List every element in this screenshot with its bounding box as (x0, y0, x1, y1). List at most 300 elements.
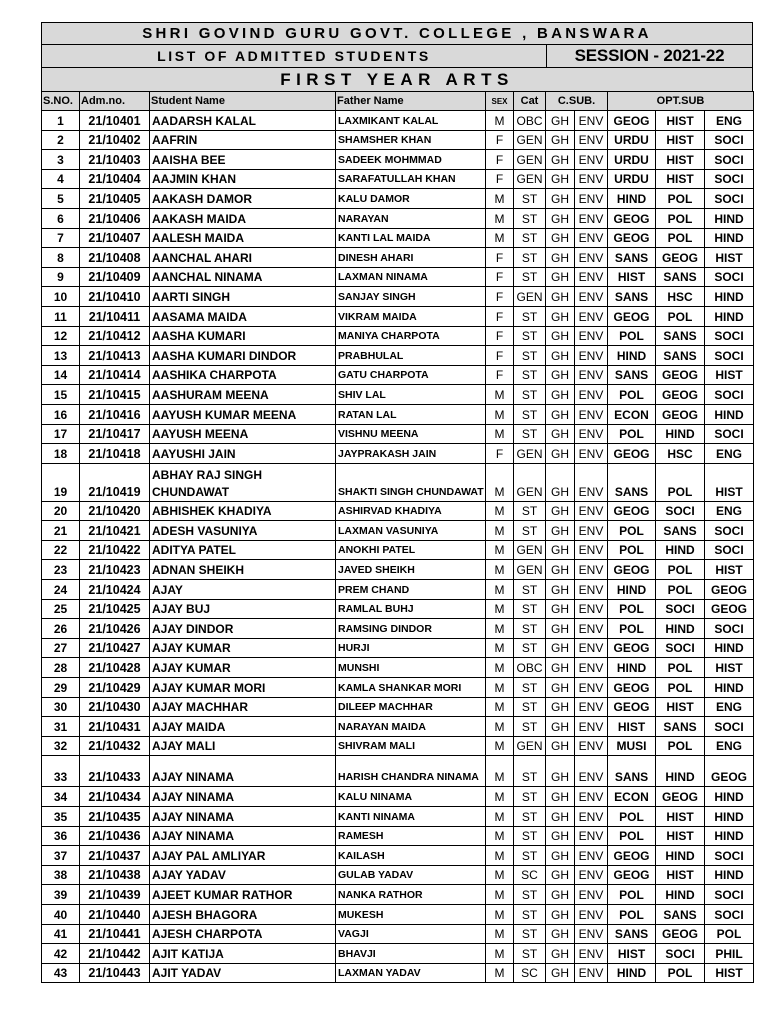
admission-no: 21/10427 (80, 638, 150, 658)
student-name: AJAY PAL AMLIYAR (150, 846, 336, 866)
table-row (42, 846, 754, 866)
father-name: HURJI (336, 638, 486, 658)
compulsory-subject-1: GH (546, 463, 575, 501)
table-row (42, 326, 754, 346)
student-name: AAFRIN (150, 130, 336, 150)
serial-no: 28 (42, 658, 80, 678)
sex: M (486, 540, 514, 560)
serial-no: 41 (42, 924, 80, 944)
table-row (42, 306, 754, 326)
student-name: AAYUSHI JAIN (150, 444, 336, 464)
optional-subject-2: HSC (656, 444, 705, 464)
admission-no: 21/10423 (80, 560, 150, 580)
table-row (42, 444, 754, 464)
optional-subject-2: POL (656, 658, 705, 678)
optional-subject-3: HIST (705, 658, 754, 678)
sex: M (486, 924, 514, 944)
student-name: AAYUSH MEENA (150, 424, 336, 444)
serial-no: 2 (42, 130, 80, 150)
father-name: KAMLA SHANKAR MORI (336, 678, 486, 698)
father-name: KANTI NINAMA (336, 807, 486, 827)
table-row (42, 717, 754, 737)
optional-subject-3: SOCI (705, 385, 754, 405)
serial-no: 13 (42, 346, 80, 366)
optional-subject-3: HIND (705, 208, 754, 228)
category: ST (514, 521, 546, 541)
sex: M (486, 697, 514, 717)
category: ST (514, 365, 546, 385)
admission-no: 21/10429 (80, 678, 150, 698)
student-name: AJAY MAIDA (150, 717, 336, 737)
serial-no: 11 (42, 306, 80, 326)
compulsory-subject-1: GH (546, 169, 575, 189)
optional-subject-2: GEOG (656, 924, 705, 944)
sex: M (486, 228, 514, 248)
optional-subject-3: HIND (705, 807, 754, 827)
sex: M (486, 580, 514, 600)
optional-subject-3: GEOG (705, 599, 754, 619)
optional-subject-2: POL (656, 208, 705, 228)
optional-subject-1: POL (608, 807, 656, 827)
optional-subject-2: SANS (656, 717, 705, 737)
table-row (42, 150, 754, 170)
compulsory-subject-2: ENV (575, 807, 608, 827)
table-row (42, 885, 754, 905)
category: ST (514, 267, 546, 287)
category: ST (514, 638, 546, 658)
optional-subject-1: ECON (608, 787, 656, 807)
category: SC (514, 963, 546, 983)
father-name: RAMESH (336, 826, 486, 846)
admission-no: 21/10417 (80, 424, 150, 444)
serial-no: 6 (42, 208, 80, 228)
category: GEN (514, 463, 546, 501)
serial-no: 26 (42, 619, 80, 639)
optional-subject-2: POL (656, 678, 705, 698)
admission-no: 21/10404 (80, 169, 150, 189)
compulsory-subject-1: GH (546, 846, 575, 866)
serial-no: 27 (42, 638, 80, 658)
category: ST (514, 697, 546, 717)
compulsory-subject-1: GH (546, 697, 575, 717)
father-name: JAYPRAKASH JAIN (336, 444, 486, 464)
table-row (42, 228, 754, 248)
serial-no: 36 (42, 826, 80, 846)
father-name: JAVED SHEIKH (336, 560, 486, 580)
optional-subject-2: HIST (656, 697, 705, 717)
optional-subject-2: SOCI (656, 638, 705, 658)
compulsory-subject-2: ENV (575, 963, 608, 983)
compulsory-subject-2: ENV (575, 904, 608, 924)
category: ST (514, 885, 546, 905)
serial-no: 20 (42, 501, 80, 521)
serial-no: 23 (42, 560, 80, 580)
col-student-name: Student Name (150, 92, 336, 111)
sex: M (486, 404, 514, 424)
sex: M (486, 521, 514, 541)
col-father-name: Father Name (336, 92, 486, 111)
category: ST (514, 599, 546, 619)
compulsory-subject-2: ENV (575, 924, 608, 944)
category: GEN (514, 736, 546, 756)
table-row (42, 619, 754, 639)
category: ST (514, 904, 546, 924)
col-cat: Cat (514, 92, 546, 111)
optional-subject-2: HIST (656, 130, 705, 150)
optional-subject-3: SOCI (705, 169, 754, 189)
optional-subject-3: HIST (705, 248, 754, 268)
serial-no: 38 (42, 865, 80, 885)
admission-no: 21/10419 (80, 463, 150, 501)
admission-no: 21/10435 (80, 807, 150, 827)
category: SC (514, 865, 546, 885)
category: ST (514, 424, 546, 444)
compulsory-subject-2: ENV (575, 697, 608, 717)
table-row (42, 807, 754, 827)
sex: M (486, 658, 514, 678)
category: ST (514, 826, 546, 846)
optional-subject-3: SOCI (705, 130, 754, 150)
optional-subject-1: GEOG (608, 444, 656, 464)
student-name: AASHA KUMARI DINDOR (150, 346, 336, 366)
father-name: PRABHULAL (336, 346, 486, 366)
category: ST (514, 756, 546, 787)
compulsory-subject-2: ENV (575, 638, 608, 658)
compulsory-subject-1: GH (546, 560, 575, 580)
session-label: SESSION - 2021-22 (574, 46, 725, 65)
student-name: AASHA KUMARI (150, 326, 336, 346)
table-row (42, 287, 754, 307)
compulsory-subject-2: ENV (575, 599, 608, 619)
father-name: KALU DAMOR (336, 189, 486, 209)
sex: M (486, 424, 514, 444)
optional-subject-3: GEOG (705, 580, 754, 600)
father-name: LAXMAN NINAMA (336, 267, 486, 287)
optional-subject-2: HIST (656, 169, 705, 189)
optional-subject-3: HIND (705, 787, 754, 807)
compulsory-subject-1: GH (546, 287, 575, 307)
optional-subject-1: ECON (608, 404, 656, 424)
optional-subject-2: SOCI (656, 599, 705, 619)
optional-subject-1: POL (608, 599, 656, 619)
table-row (42, 346, 754, 366)
category: GEN (514, 287, 546, 307)
student-name: AJAY YADAV (150, 865, 336, 885)
student-name: AJAY (150, 580, 336, 600)
table-row (42, 248, 754, 268)
compulsory-subject-2: ENV (575, 346, 608, 366)
sex: F (486, 150, 514, 170)
sex: M (486, 678, 514, 698)
sex: M (486, 885, 514, 905)
optional-subject-2: HIND (656, 619, 705, 639)
admission-no: 21/10411 (80, 306, 150, 326)
optional-subject-1: POL (608, 904, 656, 924)
father-name: SADEEK MOHMMAD (336, 150, 486, 170)
compulsory-subject-1: GH (546, 580, 575, 600)
optional-subject-2: HIST (656, 150, 705, 170)
student-name: AASHIKA CHARPOTA (150, 365, 336, 385)
optional-subject-2: HIST (656, 807, 705, 827)
sex: F (486, 130, 514, 150)
admission-no: 21/10438 (80, 865, 150, 885)
table-row (42, 501, 754, 521)
compulsory-subject-2: ENV (575, 189, 608, 209)
optional-subject-3: HIND (705, 638, 754, 658)
student-name (150, 463, 336, 501)
sex: M (486, 463, 514, 501)
student-name: AADARSH KALAL (150, 111, 336, 131)
student-name: AAISHA BEE (150, 150, 336, 170)
compulsory-subject-1: GH (546, 599, 575, 619)
sex: M (486, 787, 514, 807)
father-name: BHAVJI (336, 944, 486, 964)
optional-subject-2: POL (656, 560, 705, 580)
compulsory-subject-2: ENV (575, 658, 608, 678)
optional-subject-2: SANS (656, 521, 705, 541)
compulsory-subject-2: ENV (575, 885, 608, 905)
compulsory-subject-1: GH (546, 248, 575, 268)
col-optional-subjects: OPT.SUB (608, 92, 754, 111)
table-row (42, 787, 754, 807)
student-name: AAKASH DAMOR (150, 189, 336, 209)
serial-no: 43 (42, 963, 80, 983)
admission-no: 21/10416 (80, 404, 150, 424)
admission-no: 21/10408 (80, 248, 150, 268)
father-name: SANJAY SINGH (336, 287, 486, 307)
admission-no: 21/10405 (80, 189, 150, 209)
admission-no: 21/10418 (80, 444, 150, 464)
admission-no: 21/10434 (80, 787, 150, 807)
compulsory-subject-1: GH (546, 424, 575, 444)
compulsory-subject-1: GH (546, 404, 575, 424)
compulsory-subject-2: ENV (575, 208, 608, 228)
optional-subject-1: SANS (608, 287, 656, 307)
table-row (42, 736, 754, 756)
compulsory-subject-2: ENV (575, 248, 608, 268)
category: GEN (514, 130, 546, 150)
sex: M (486, 208, 514, 228)
father-name: LAXMAN VASUNIYA (336, 521, 486, 541)
father-name: MANIYA CHARPOTA (336, 326, 486, 346)
compulsory-subject-1: GH (546, 904, 575, 924)
optional-subject-2: SOCI (656, 501, 705, 521)
student-name: AJAY KUMAR (150, 658, 336, 678)
admission-no: 21/10402 (80, 130, 150, 150)
sex: M (486, 963, 514, 983)
table-row (42, 756, 754, 787)
student-name: AJAY NINAMA (150, 807, 336, 827)
sex: M (486, 865, 514, 885)
category: OBC (514, 111, 546, 131)
optional-subject-3: SOCI (705, 189, 754, 209)
compulsory-subject-2: ENV (575, 717, 608, 737)
category: GEN (514, 560, 546, 580)
table-row (42, 638, 754, 658)
serial-no: 34 (42, 787, 80, 807)
serial-no: 39 (42, 885, 80, 905)
students-table (41, 91, 754, 983)
table-row (42, 424, 754, 444)
compulsory-subject-1: GH (546, 130, 575, 150)
compulsory-subject-2: ENV (575, 787, 608, 807)
compulsory-subject-1: GH (546, 501, 575, 521)
category: ST (514, 208, 546, 228)
admission-no: 21/10430 (80, 697, 150, 717)
admission-no: 21/10432 (80, 736, 150, 756)
optional-subject-1: HIST (608, 267, 656, 287)
serial-no: 16 (42, 404, 80, 424)
student-name: AAYUSH KUMAR MEENA (150, 404, 336, 424)
category: ST (514, 306, 546, 326)
serial-no: 25 (42, 599, 80, 619)
father-name: RAMSING DINDOR (336, 619, 486, 639)
sex: F (486, 267, 514, 287)
compulsory-subject-1: GH (546, 540, 575, 560)
optional-subject-1: URDU (608, 150, 656, 170)
optional-subject-2: GEOG (656, 365, 705, 385)
optional-subject-2: GEOG (656, 787, 705, 807)
father-name: NANKA RATHOR (336, 885, 486, 905)
col-adm-no: Adm.no. (80, 92, 150, 111)
student-name: AASHURAM MEENA (150, 385, 336, 405)
serial-no: 24 (42, 580, 80, 600)
optional-subject-1: SANS (608, 463, 656, 501)
compulsory-subject-1: GH (546, 885, 575, 905)
optional-subject-1: GEOG (608, 560, 656, 580)
optional-subject-2: SANS (656, 267, 705, 287)
compulsory-subject-1: GH (546, 326, 575, 346)
category: ST (514, 619, 546, 639)
optional-subject-3: SOCI (705, 346, 754, 366)
student-name: AARTI SINGH (150, 287, 336, 307)
category: ST (514, 189, 546, 209)
student-name: AJAY MACHHAR (150, 697, 336, 717)
serial-no: 18 (42, 444, 80, 464)
optional-subject-1: POL (608, 826, 656, 846)
optional-subject-2: SANS (656, 326, 705, 346)
optional-subject-3: PHIL (705, 944, 754, 964)
compulsory-subject-1: GH (546, 678, 575, 698)
compulsory-subject-2: ENV (575, 944, 608, 964)
compulsory-subject-2: ENV (575, 287, 608, 307)
optional-subject-3: SOCI (705, 326, 754, 346)
optional-subject-1: GEOG (608, 501, 656, 521)
compulsory-subject-2: ENV (575, 130, 608, 150)
father-name: LAXMIKANT KALAL (336, 111, 486, 131)
optional-subject-1: POL (608, 385, 656, 405)
table-row (42, 404, 754, 424)
serial-no: 5 (42, 189, 80, 209)
optional-subject-1: POL (608, 326, 656, 346)
category: ST (514, 944, 546, 964)
category: ST (514, 404, 546, 424)
father-name: ASHIRVAD KHADIYA (336, 501, 486, 521)
optional-subject-3: ENG (705, 501, 754, 521)
optional-subject-1: POL (608, 540, 656, 560)
admission-no: 21/10437 (80, 846, 150, 866)
father-name: VIKRAM MAIDA (336, 306, 486, 326)
student-name: AJESH BHAGORA (150, 904, 336, 924)
father-name: VISHNU MEENA (336, 424, 486, 444)
father-name: GATU CHARPOTA (336, 365, 486, 385)
optional-subject-1: POL (608, 424, 656, 444)
compulsory-subject-2: ENV (575, 736, 608, 756)
serial-no: 30 (42, 697, 80, 717)
optional-subject-3: HIND (705, 865, 754, 885)
admission-no: 21/10406 (80, 208, 150, 228)
sex: M (486, 826, 514, 846)
serial-no: 40 (42, 904, 80, 924)
sex: M (486, 717, 514, 737)
student-name: AJAY NINAMA (150, 756, 336, 787)
compulsory-subject-2: ENV (575, 826, 608, 846)
table-row (42, 169, 754, 189)
optional-subject-2: HIND (656, 756, 705, 787)
table-row (42, 963, 754, 983)
compulsory-subject-1: GH (546, 111, 575, 131)
admission-no: 21/10439 (80, 885, 150, 905)
admission-no: 21/10428 (80, 658, 150, 678)
optional-subject-2: HIND (656, 424, 705, 444)
admission-no: 21/10441 (80, 924, 150, 944)
father-name: GULAB YADAV (336, 865, 486, 885)
optional-subject-3: SOCI (705, 521, 754, 541)
admission-list-sheet (41, 22, 753, 983)
optional-subject-3: SOCI (705, 885, 754, 905)
student-name: ADNAN SHEIKH (150, 560, 336, 580)
compulsory-subject-1: GH (546, 208, 575, 228)
student-name: AJAY BUJ (150, 599, 336, 619)
optional-subject-3: ENG (705, 736, 754, 756)
sex: F (486, 444, 514, 464)
serial-no: 12 (42, 326, 80, 346)
compulsory-subject-1: GH (546, 346, 575, 366)
serial-no: 1 (42, 111, 80, 131)
list-title: LIST OF ADMITTED STUDENTS (42, 45, 547, 67)
compulsory-subject-1: GH (546, 150, 575, 170)
admission-no: 21/10401 (80, 111, 150, 131)
admission-no: 21/10442 (80, 944, 150, 964)
compulsory-subject-2: ENV (575, 365, 608, 385)
column-header-row (42, 92, 754, 111)
father-name: SHIV LAL (336, 385, 486, 405)
student-name: ADITYA PATEL (150, 540, 336, 560)
student-name: AJAY KUMAR MORI (150, 678, 336, 698)
compulsory-subject-1: GH (546, 228, 575, 248)
class-title: FIRST YEAR ARTS (41, 67, 753, 91)
optional-subject-2: POL (656, 228, 705, 248)
optional-subject-1: SANS (608, 924, 656, 944)
optional-subject-1: GEOG (608, 865, 656, 885)
college-title: SHRI GOVIND GURU GOVT. COLLEGE , BANSWARA (41, 22, 753, 44)
optional-subject-1: GEOG (608, 678, 656, 698)
optional-subject-3: GEOG (705, 756, 754, 787)
sex: M (486, 189, 514, 209)
col-sex: SEX (486, 92, 514, 111)
optional-subject-2: POL (656, 580, 705, 600)
father-name (336, 463, 486, 501)
student-name: AANCHAL NINAMA (150, 267, 336, 287)
category: ST (514, 678, 546, 698)
optional-subject-3: ENG (705, 697, 754, 717)
optional-subject-1: SANS (608, 365, 656, 385)
admission-no: 21/10415 (80, 385, 150, 405)
serial-no: 8 (42, 248, 80, 268)
sex: M (486, 807, 514, 827)
father-name: SARAFATULLAH KHAN (336, 169, 486, 189)
optional-subject-3: ENG (705, 444, 754, 464)
